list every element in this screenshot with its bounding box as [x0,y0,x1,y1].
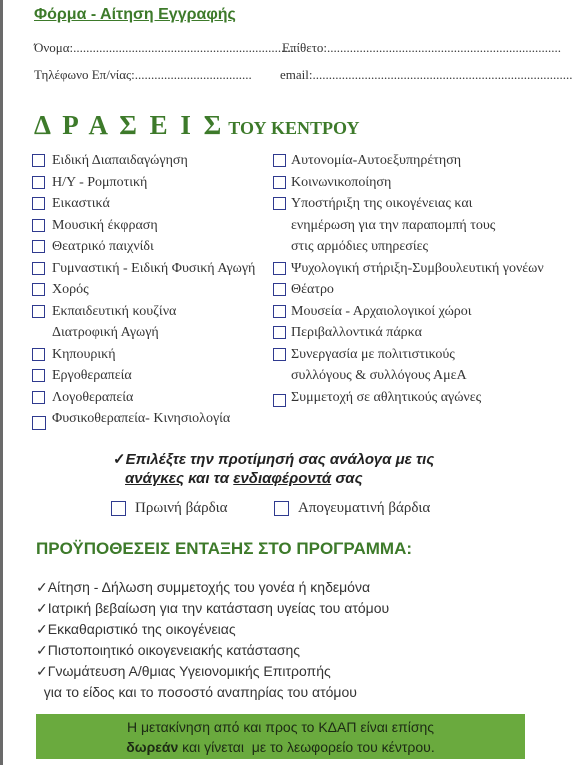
activity-item[interactable]: Υποστήριξη της οικογένειας και [273,193,544,215]
form-title: Φόρμα - Αίτηση Εγγραφής [34,6,236,23]
banner-line-2: δωρεάν και γίνεται με το λεωφορείο του κέντρου. [126,739,435,755]
morning-shift-checkbox[interactable] [111,501,126,516]
activity-item[interactable]: Εργοθεραπεία [32,365,255,387]
activity-item[interactable]: Θεατρικό παιχνίδι [32,236,255,258]
checkbox[interactable] [32,197,45,210]
email-field[interactable]: email:................................................................................ [280,67,573,82]
activity-item[interactable]: Ειδική Διαπαιδαγώγηση [32,150,255,172]
checkbox[interactable] [273,262,286,275]
checkbox[interactable] [32,262,45,275]
morning-shift-option[interactable]: Πρωινή βάρδια [111,500,228,517]
checkbox[interactable] [273,348,286,361]
activity-item[interactable]: Συμμετοχή σε αθλητικούς αγώνες [273,387,544,409]
activity-item[interactable]: Μουσική έκφραση [32,215,255,237]
activity-item-continued: Διατροφική Αγωγή [52,325,159,340]
check-mark-icon: ✓ [113,451,126,468]
activity-item[interactable]: Αυτονομία-Αυτοεξυπηρέτηση [273,150,544,172]
checkbox[interactable] [32,176,45,189]
checkbox[interactable] [273,394,286,407]
checkbox[interactable] [32,348,45,361]
activity-item[interactable]: Εικαστικά [32,193,255,215]
surname-field[interactable]: Επίθετο:........................................................................ [282,40,562,55]
requirement-item: ✓Εκκαθαριστικό της οικογένειας [36,621,236,637]
checkbox[interactable] [32,154,45,167]
requirement-item: για το είδος και το ποσοστό αναπηρίας του ατόμου [36,684,357,700]
activity-item[interactable]: Κηπουρική [32,344,255,366]
phone-field[interactable]: Τηλέφωνο Επ/νίας:.................................... [34,67,252,82]
activity-item[interactable]: Χορός [32,279,255,301]
afternoon-shift-option[interactable]: Απογευματινή βάρδια [274,500,430,517]
name-field[interactable]: Όνομα:.................................................................... [34,40,295,55]
activities-heading [34,110,360,141]
checkbox[interactable] [273,283,286,296]
checkbox[interactable] [273,326,286,339]
note-line-2: ανάγκες και τα ενδιαφέροντά σας [125,470,363,487]
preference-note [113,450,434,488]
checkbox[interactable] [32,416,46,430]
activity-item[interactable]: Η/Υ - Ρομποτική [32,172,255,194]
activity-item-continued: στις αρμόδιες υπηρεσίες [291,239,429,254]
requirements-title: ΠΡΟΫΠΟΘΕΣΕΙΣ ΕΝΤΑΞΗΣ ΣΤΟ ΠΡΟΓΡΑΜΜΑ: [36,539,413,558]
checkbox[interactable] [32,283,45,296]
checkbox[interactable] [32,240,45,253]
requirements-list [36,577,389,703]
activity-item[interactable]: Ψυχολογική στήριξη-Συμβουλευτική γονέων [273,258,544,280]
activities-right-column [273,150,544,408]
checkbox[interactable] [273,305,286,318]
checkbox[interactable] [32,219,45,232]
activities-left-column [32,150,255,430]
activity-item[interactable]: Περιβαλλοντικά πάρκα [273,322,544,344]
checkbox[interactable] [273,176,286,189]
activity-item-continued: συλλόγους & συλλόγους ΑμεΑ [291,368,467,383]
activity-item[interactable]: Γυμναστική - Ειδική Φυσική Αγωγή [32,258,255,280]
activity-item-continued: ενημέρωση για την παραπομπή τους [291,217,496,233]
activity-item[interactable]: Θέατρο [273,279,544,301]
heading-small: ΤΟΥ ΚΕΝΤΡΟΥ [228,118,360,138]
activity-item[interactable]: Κοινωνικοποίηση [273,172,544,194]
page-edge-line [0,0,3,765]
checkbox[interactable] [273,197,286,210]
requirement-item: ✓Πιστοποιητικό οικογενειακής κατάστασης [36,642,301,658]
checkbox[interactable] [32,369,45,382]
requirement-item: ✓Ιατρική βεβαίωση για την κατάσταση υγείας του ατόμου [36,600,390,616]
banner-line-1: Η μετακίνηση από και προς το ΚΔΑΠ είναι επίσης [126,719,434,735]
activity-item[interactable]: Φυσικοθεραπεία- Κινησιολογία [32,408,255,430]
transport-banner [36,714,525,759]
heading-big: Δ Ρ Α Σ Ε Ι Σ [34,110,225,140]
activity-item[interactable]: Συνεργασία με πολιτιστικούς [273,344,544,366]
activity-item[interactable]: Λογοθεραπεία [32,387,255,409]
activity-item[interactable]: Εκπαιδευτική κουζίνα [32,301,255,323]
note-line-1: ✓Επιλέξτε την προτίμησή σας ανάλογα με τις [113,451,435,468]
activity-item[interactable]: Μουσεία - Αρχαιολογικοί χώροι [273,301,544,323]
checkbox[interactable] [32,391,45,404]
checkbox[interactable] [273,154,286,167]
checkbox[interactable] [32,305,45,318]
requirement-item: ✓Αίτηση - Δήλωση συμμετοχής του γονέα ή κηδεμόνα [36,579,371,595]
requirement-item: ✓Γνωμάτευση Α/θμιας Υγειονομικής Επιτροπής [36,663,331,679]
afternoon-shift-checkbox[interactable] [274,501,289,516]
